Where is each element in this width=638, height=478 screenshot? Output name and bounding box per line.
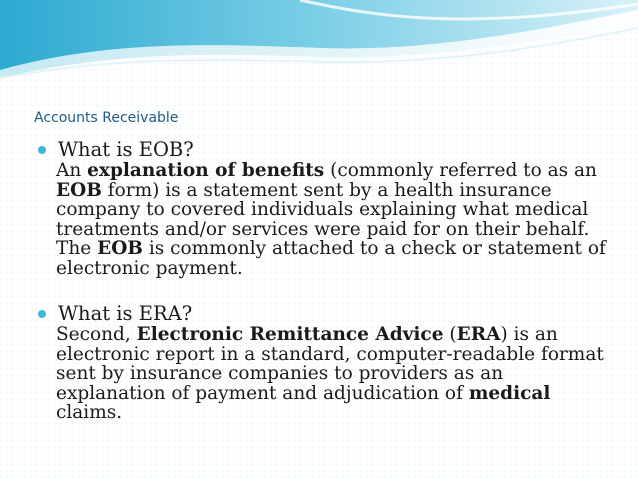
bullet-era-question <box>38 302 618 325</box>
era-text-lead: Second, <box>56 324 137 345</box>
eob-text-mid2: form) is a statement sent by a health insurance company to covered individuals explaining what medical treatments and/or services were paid for on their behalf. The <box>56 179 590 259</box>
slide-title: Accounts Receivable <box>34 110 179 126</box>
eob-text-lead: An <box>56 160 88 181</box>
eob-text-mid1: (commonly referred to as an <box>324 160 597 181</box>
header-wave-decoration <box>0 0 638 80</box>
era-text-tail: claims. <box>56 402 123 423</box>
eob-explanation <box>56 161 616 278</box>
era-text-mid2: ) is an electronic report in a standard, computer-readable format sent by insurance companies to providers as an explanation of payment and adjudication of <box>56 324 604 404</box>
eob-text-tail: is commonly attached to a check or statement of electronic payment. <box>56 238 606 279</box>
bullet-dot-icon <box>38 146 46 154</box>
bullet-eob-question <box>38 138 618 161</box>
eob-bold-acronym: EOB <box>56 179 102 201</box>
era-bold-term: Electronic Remittance Advice <box>136 324 444 345</box>
slide-content <box>38 138 618 423</box>
bullet-dot-icon <box>38 310 46 318</box>
eob-bold-acronym-2: EOB <box>97 238 143 259</box>
era-question-text: What is ERA? <box>58 302 193 325</box>
eob-bold-term: explanation of benefits <box>87 160 325 181</box>
era-bold-medical: medical <box>468 382 551 404</box>
era-text-mid1: ( <box>443 324 457 345</box>
eob-question-text: What is EOB? <box>58 138 194 161</box>
era-bold-acronym: ERA <box>456 324 501 345</box>
era-explanation <box>56 325 616 423</box>
